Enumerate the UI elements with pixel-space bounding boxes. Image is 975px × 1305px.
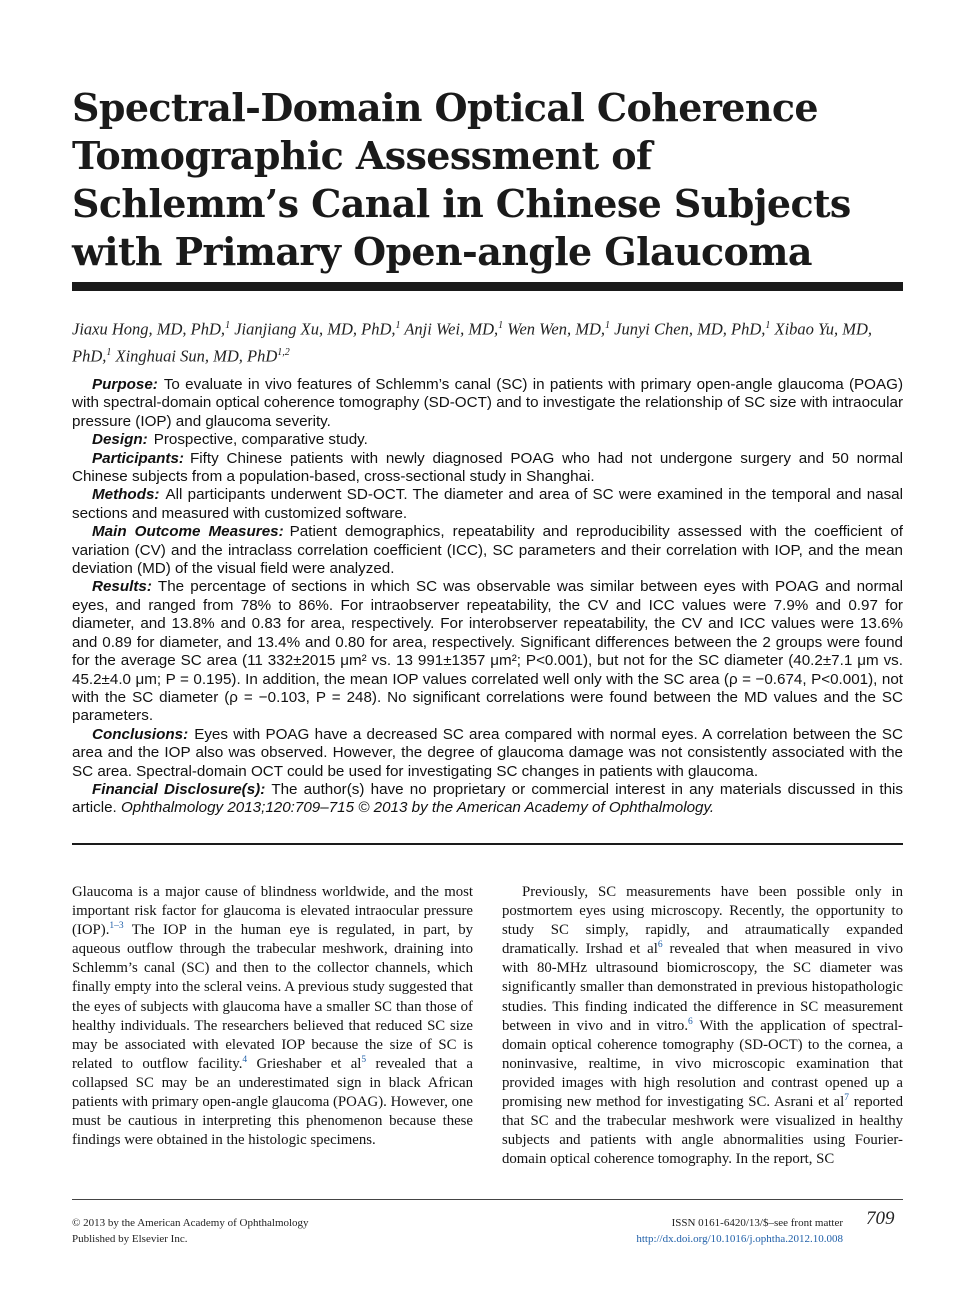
reference-link[interactable]: 4 <box>242 1054 248 1065</box>
footer-issn-block <box>463 1215 843 1247</box>
section-text: All participants underwent SD-OCT. The diameter and area of SC were examined in the temporal and nasal sections and measured with customized software. <box>72 486 903 522</box>
title-divider <box>72 282 903 291</box>
body-paragraph <box>502 883 903 1169</box>
author-affiliation: 1,2 <box>277 346 290 358</box>
section-text: The author(s) have no proprietary or commercial interest in any materials discussed in this article. <box>72 780 904 817</box>
author-list <box>72 314 912 367</box>
reference-link[interactable]: 6 <box>688 1016 693 1027</box>
section-text: To evaluate in vivo features of Schlemm’s canal (SC) in patients with primary open-angle glaucoma (POAG) with spectral-domain optical coherence tomography (SD-OCT) and to investigate the relationship of SC size with intraocular pressure (IOP) and glaucoma severity. <box>72 376 903 430</box>
abstract-participants <box>72 450 903 487</box>
body-paragraph <box>72 883 473 1150</box>
article-title: Spectral-Domain Optical Coherence Tomographic Assessment of Schlemm’s Canal in Chinese Subjects with Primary Open-angle Glaucoma <box>72 85 851 274</box>
author-affiliation: 1 <box>106 346 112 358</box>
abstract-financial-disclosure <box>72 781 903 818</box>
journal-citation: Ophthalmology 2013;120:709–715 © 2013 by the American Academy of Ophthalmology. <box>120 799 715 817</box>
abstract-design <box>72 431 903 449</box>
author-affiliation: 1 <box>498 320 504 331</box>
section-text: Fifty Chinese patients with newly diagnosed POAG who had not undergone surgery and 50 normal Chinese subjects from a population-based, cross-sectional study in Shanghai. <box>72 449 903 486</box>
section-text: Patient demographics, repeatability and reproducibility assessed with the coefficient of variation (CV) and the intraclass correlation coefficient (ICC), SC parameters and their correlation with IOP, and the mean deviation (MD) of the visual field were analyzed. <box>72 523 903 578</box>
author-affiliation: 1 <box>605 320 611 331</box>
author-name: Junyi Chen, MD, PhD, <box>614 319 766 339</box>
author-affiliation: 1 <box>225 320 231 331</box>
body-text: reported that SC and the trabecular meshwork were visualized in healthy subjects and patients with angle abnormalities using Fourier-domain optical coherence tomography. In the report, SC <box>502 1094 903 1168</box>
reference-link[interactable]: 1–3 <box>109 921 124 932</box>
section-label: Results: <box>92 578 152 596</box>
section-label: Methods: <box>92 486 160 504</box>
author-name: Xinghuai Sun, MD, PhD <box>115 346 278 365</box>
reference-link[interactable]: 5 <box>361 1054 367 1065</box>
body-text: The IOP in the human eye is regulated, in part, by aqueous outflow through the trabecular meshwork, draining into Schlemm’s canal (SC) and then to the collector channels, which finally empty into the scleral veins. A previous study suggested that the eyes of subjects with glaucoma have a smaller SC than those of healthy individuals. The researchers believed that reduced SC size may be associated with elevated IOP because the size of SC is related to outflow facility. <box>72 922 473 1072</box>
author-name: Anji Wei, MD, <box>404 319 499 339</box>
author-affiliation: 1 <box>395 320 401 331</box>
body-text: Previously, SC measurements have been possible only in postmortem eyes using microscopy. Recently, the opportunity to study SC simply, rapidly, and atraumatically expanded dramatically. Irshad et al <box>502 884 903 958</box>
reference-link[interactable]: 6 <box>657 940 663 951</box>
footer-copyright-block <box>72 1215 452 1247</box>
body-text: revealed that a collapsed SC may be an underestimated sign in black African patients with primary open-angle glaucoma (POAG). However, one must be cautious in interpreting this phenomenon because these findings were obtained in the histologic specimens. <box>72 1055 473 1149</box>
section-label: Design: <box>92 431 148 449</box>
section-text: Eyes with POAG have a decreased SC area compared with normal eyes. A correlation between the SC area and the IOP also was observed. However, the degree of glaucoma damage was not consistently associated with the SC area. Spectral-domain OCT could be used for investigating SC changes in patients with glaucoma. <box>72 725 903 780</box>
abstract-purpose <box>72 376 903 431</box>
section-label: Financial Disclosure(s): <box>92 780 266 798</box>
body-text: Grieshaber et al <box>247 1055 362 1072</box>
abstract-outcome-measures <box>72 523 903 578</box>
abstract-conclusions <box>72 726 903 781</box>
body-column-left <box>72 883 473 1150</box>
body-column-right <box>502 883 903 1169</box>
section-label: Conclusions: <box>92 725 189 743</box>
author-name: Xibao Yu, MD, PhD, <box>72 319 872 365</box>
issn-line: ISSN 0161-6420/13/$–see front matter <box>671 1217 843 1229</box>
abstract-divider <box>72 843 903 845</box>
footer-divider <box>72 1199 903 1200</box>
author-affiliation: 1 <box>765 320 771 331</box>
body-text: Glaucoma is a major cause of blindness worldwide, and the most important risk factor for glaucoma is elevated intraocular pressure (IOP). <box>72 884 473 939</box>
section-label: Purpose: <box>92 376 158 393</box>
reference-link[interactable]: 7 <box>844 1093 849 1104</box>
author-name: Jianjiang Xu, MD, PhD, <box>234 319 396 339</box>
section-label: Participants: <box>92 449 184 467</box>
publisher-line: Published by Elsevier Inc. <box>72 1233 188 1245</box>
author-name: Wen Wen, MD, <box>507 319 606 339</box>
abstract-results <box>72 578 903 725</box>
author-name: Jiaxu Hong, MD, PhD, <box>72 319 226 339</box>
body-text: With the application of spectral-domain optical coherence tomography (SD-OCT) to the cornea, a noninvasive, realtime, in vivo microscopic examination that provided images with high resolution and contrast opened up a promising new method for investigating SC. Asrani et al <box>502 1017 903 1111</box>
copyright-line: © 2013 by the American Academy of Ophthalmology <box>72 1217 309 1229</box>
section-label: Main Outcome Measures: <box>92 523 284 541</box>
abstract <box>72 376 903 818</box>
abstract-methods <box>72 486 903 523</box>
section-text: The percentage of sections in which SC was observable was similar between eyes with POAG and normal eyes, and ranged from 78% to 86%. For intraobserver repeatability, the CV and ICC values were 7.9% and 0.97 for diameter, and 13.8% and 0.83 for area, respectively. For interobserver repeatability, the CV and ICC values were 13.6% and 0.89 for diameter, and 13.4% and 0.80 for area, respectively. Significant differences between the 2 groups were found for the average SC area (11 332±2015 μm² vs. 13 991±1357 μm²; P<0.001), but not for the SC diameter (40.2±7.1 μm vs. 45.2±4.0 μm; P = 0.195). In addition, the mean IOP values correlated well only with the SC area (ρ = −0.674, P<0.001), not with the SC diameter (ρ = −0.103, P = 248). No significant correlations were found between the MD values and the SC parameters. <box>72 578 903 725</box>
body-text: revealed that when measured in vivo with 80-MHz ultrasound biomicroscopy, the SC diameter was significantly smaller than demonstrated in previous histopathologic studies. This finding indicated the difference in SC measurement between in vivo and in vitro. <box>502 941 903 1034</box>
section-text: Prospective, comparative study. <box>153 431 368 449</box>
doi-link[interactable]: http://dx.doi.org/10.1016/j.ophtha.2012.10.008 <box>636 1233 843 1245</box>
page-number: 709 <box>866 1208 895 1229</box>
